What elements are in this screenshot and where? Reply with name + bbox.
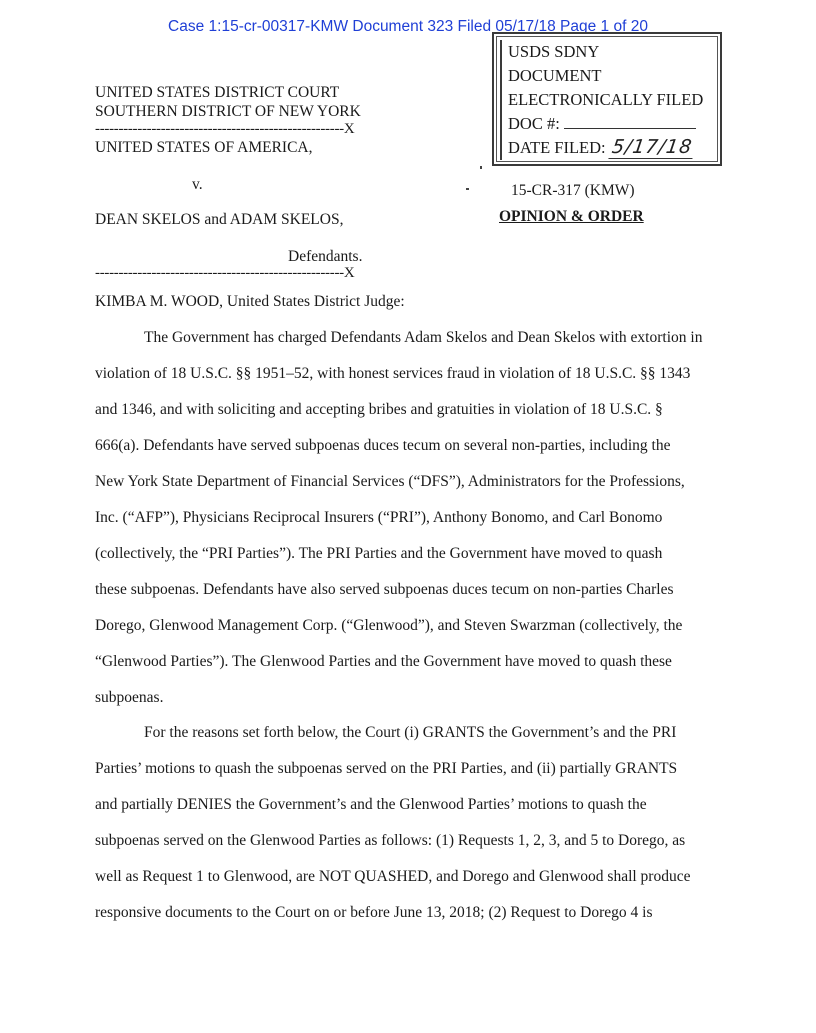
paragraph-line: Inc. (“AFP”), Physicians Reciprocal Insurers (“PRI”), Anthony Bonomo, and Carl Bonomo xyxy=(95,509,663,526)
stamp-electronically-filed: ELECTRONICALLY FILED xyxy=(508,90,704,109)
stamp-doc-blank xyxy=(564,114,696,129)
scan-speck xyxy=(480,166,482,169)
paragraph-line: Parties’ motions to quash the subpoenas served on the PRI Parties, and (ii) partially GRANTS xyxy=(95,760,678,777)
paragraph-line: Dorego, Glenwood Management Corp. (“Glenwood”), and Steven Swarzman (collectively, the xyxy=(95,617,683,634)
caption-divider-top: -----------------------------------------------------X xyxy=(95,121,355,137)
paragraph-line: 666(a). Defendants have served subpoenas duces tecum on several non-parties, including the xyxy=(95,437,671,454)
paragraph-line: “Glenwood Parties”). The Glenwood Parties and the Government have moved to quash these xyxy=(95,653,672,670)
stamp-doc-label: DOC #: xyxy=(508,114,560,133)
stamp-date-handwritten: 5/17/18 xyxy=(608,136,695,159)
stamp-usds-sdny: USDS SDNY xyxy=(508,42,600,61)
court-name-line2: SOUTHERN DISTRICT OF NEW YORK xyxy=(95,103,361,120)
court-name-line1: UNITED STATES DISTRICT COURT xyxy=(95,84,340,101)
paragraph-line: The Government has charged Defendants Adam Skelos and Dean Skelos with extortion in xyxy=(144,329,703,346)
paragraph-line: well as Request 1 to Glenwood, are NOT QUASHED, and Dorego and Glenwood shall produce xyxy=(95,868,691,885)
paragraph-line: these subpoenas. Defendants have also served subpoenas duces tecum on non-parties Charles xyxy=(95,581,674,598)
plaintiff-name: UNITED STATES OF AMERICA, xyxy=(95,139,313,156)
paragraph-line: subpoenas served on the Glenwood Parties as follows: (1) Requests 1, 2, 3, and 5 to Dorego, as xyxy=(95,832,686,849)
paragraph-line: New York State Department of Financial Services (“DFS”), Administrators for the Professions, xyxy=(95,473,685,490)
filing-stamp-inner xyxy=(500,40,716,160)
paragraph-line: responsive documents to the Court on or before June 13, 2018; (2) Request to Dorego 4 is xyxy=(95,904,653,921)
filing-stamp-box xyxy=(492,32,722,166)
case-header-stamp: Case 1:15-cr-00317-KMW Document 323 Filed 05/17/18 Page 1 of 20 xyxy=(168,18,648,35)
document-title: OPINION & ORDER xyxy=(499,208,644,225)
paragraph-line: (collectively, the “PRI Parties”). The PRI Parties and the Government have moved to quash xyxy=(95,545,663,562)
stamp-document: DOCUMENT xyxy=(508,66,602,85)
paragraph-line: and partially DENIES the Government’s and the Glenwood Parties’ motions to quash the xyxy=(95,796,647,813)
defendants-names: DEAN SKELOS and ADAM SKELOS, xyxy=(95,211,344,228)
paragraph-line: and 1346, and with soliciting and accepting bribes and gratuities in violation of 18 U.S.C. § xyxy=(95,401,663,418)
versus-label: v. xyxy=(192,176,203,193)
defendants-label: Defendants. xyxy=(288,248,363,265)
case-number: 15-CR-317 (KMW) xyxy=(511,182,635,199)
stamp-doc-number xyxy=(508,114,696,134)
paragraph-line: subpoenas. xyxy=(95,689,164,706)
judge-line: KIMBA M. WOOD, United States District Judge: xyxy=(95,293,405,310)
paragraph-line: violation of 18 U.S.C. §§ 1951–52, with honest services fraud in violation of 18 U.S.C. §§ 1343 xyxy=(95,365,691,382)
caption-divider-bottom: -----------------------------------------------------X xyxy=(95,265,355,281)
scan-speck xyxy=(466,188,469,190)
paragraph-line: For the reasons set forth below, the Court (i) GRANTS the Government’s and the PRI xyxy=(144,724,677,741)
stamp-date-filed xyxy=(508,136,694,159)
stamp-date-label: DATE FILED: xyxy=(508,138,606,157)
